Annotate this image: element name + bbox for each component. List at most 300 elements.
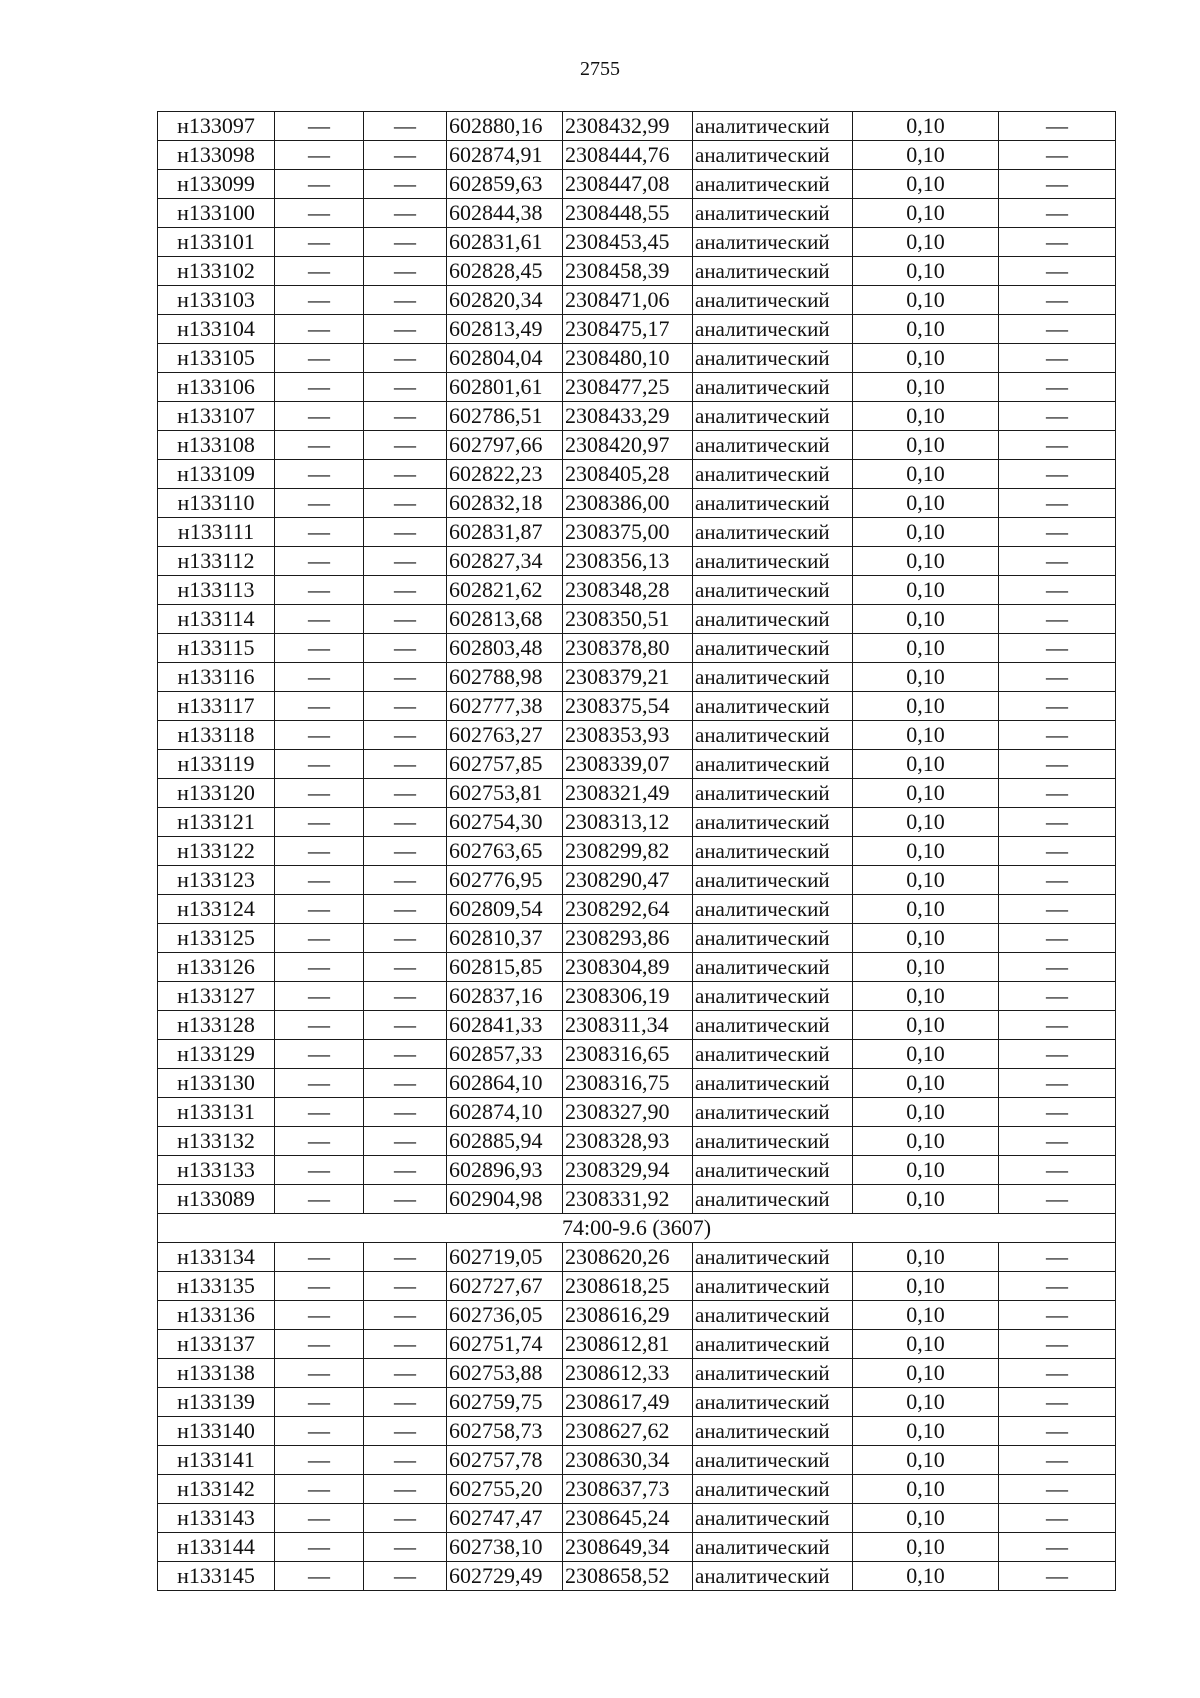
table-row [158,373,1116,402]
empty-value-cell: — [275,1359,364,1388]
table-row [158,170,1116,199]
accuracy-cell: 0,10 [853,953,999,982]
table-row [158,1533,1116,1562]
empty-value-cell: — [999,141,1116,170]
x-coordinate-cell: 602896,93 [447,1156,563,1185]
table-row [158,547,1116,576]
x-coordinate-cell: 602729,49 [447,1562,563,1591]
empty-value-cell: — [999,1301,1116,1330]
accuracy-cell: 0,10 [853,1562,999,1591]
empty-value-cell: — [275,286,364,315]
section-header-cell: 74:00-9.6 (3607) [158,1214,1116,1243]
empty-value-cell: — [275,605,364,634]
table-row [158,1330,1116,1359]
method-cell: аналитический [693,431,853,460]
point-id-cell: н133126 [158,953,275,982]
method-cell: аналитический [693,344,853,373]
y-coordinate-cell: 2308630,34 [563,1446,693,1475]
empty-value-cell: — [275,1272,364,1301]
x-coordinate-cell: 602815,85 [447,953,563,982]
accuracy-cell: 0,10 [853,170,999,199]
empty-value-cell: — [999,1359,1116,1388]
x-coordinate-cell: 602759,75 [447,1388,563,1417]
y-coordinate-cell: 2308328,93 [563,1127,693,1156]
empty-value-cell: — [364,373,447,402]
y-coordinate-cell: 2308433,29 [563,402,693,431]
table-row [158,895,1116,924]
method-cell: аналитический [693,518,853,547]
y-coordinate-cell: 2308290,47 [563,866,693,895]
method-cell: аналитический [693,1417,853,1446]
empty-value-cell: — [364,1098,447,1127]
x-coordinate-cell: 602801,61 [447,373,563,402]
accuracy-cell: 0,10 [853,895,999,924]
method-cell: аналитический [693,866,853,895]
accuracy-cell: 0,10 [853,373,999,402]
empty-value-cell: — [999,431,1116,460]
accuracy-cell: 0,10 [853,750,999,779]
accuracy-cell: 0,10 [853,837,999,866]
y-coordinate-cell: 2308480,10 [563,344,693,373]
empty-value-cell: — [999,460,1116,489]
y-coordinate-cell: 2308293,86 [563,924,693,953]
y-coordinate-cell: 2308375,00 [563,518,693,547]
method-cell: аналитический [693,373,853,402]
empty-value-cell: — [999,663,1116,692]
x-coordinate-cell: 602820,34 [447,286,563,315]
accuracy-cell: 0,10 [853,1417,999,1446]
x-coordinate-cell: 602880,16 [447,112,563,141]
y-coordinate-cell: 2308612,81 [563,1330,693,1359]
y-coordinate-cell: 2308618,25 [563,1272,693,1301]
y-coordinate-cell: 2308612,33 [563,1359,693,1388]
empty-value-cell: — [364,1185,447,1214]
point-id-cell: н133143 [158,1504,275,1533]
point-id-cell: н133145 [158,1562,275,1591]
x-coordinate-cell: 602754,30 [447,808,563,837]
x-coordinate-cell: 602797,66 [447,431,563,460]
method-cell: аналитический [693,837,853,866]
accuracy-cell: 0,10 [853,1330,999,1359]
table-row [158,808,1116,837]
point-id-cell: н133107 [158,402,275,431]
y-coordinate-cell: 2308311,34 [563,1011,693,1040]
y-coordinate-cell: 2308453,45 [563,228,693,257]
accuracy-cell: 0,10 [853,547,999,576]
point-id-cell: н133098 [158,141,275,170]
empty-value-cell: — [275,1475,364,1504]
table-row [158,431,1116,460]
empty-value-cell: — [999,924,1116,953]
empty-value-cell: — [275,721,364,750]
empty-value-cell: — [364,808,447,837]
empty-value-cell: — [364,315,447,344]
accuracy-cell: 0,10 [853,1127,999,1156]
accuracy-cell: 0,10 [853,1040,999,1069]
accuracy-cell: 0,10 [853,112,999,141]
point-id-cell: н133102 [158,257,275,286]
method-cell: аналитический [693,1272,853,1301]
point-id-cell: н133122 [158,837,275,866]
empty-value-cell: — [275,1069,364,1098]
point-id-cell: н133101 [158,228,275,257]
empty-value-cell: — [275,1533,364,1562]
method-cell: аналитический [693,1562,853,1591]
empty-value-cell: — [364,1243,447,1272]
empty-value-cell: — [999,721,1116,750]
point-id-cell: н133133 [158,1156,275,1185]
empty-value-cell: — [364,1156,447,1185]
empty-value-cell: — [364,431,447,460]
empty-value-cell: — [275,750,364,779]
empty-value-cell: — [364,634,447,663]
empty-value-cell: — [999,199,1116,228]
accuracy-cell: 0,10 [853,779,999,808]
y-coordinate-cell: 2308616,29 [563,1301,693,1330]
empty-value-cell: — [999,1417,1116,1446]
point-id-cell: н133138 [158,1359,275,1388]
y-coordinate-cell: 2308627,62 [563,1417,693,1446]
method-cell: аналитический [693,315,853,344]
point-id-cell: н133108 [158,431,275,460]
empty-value-cell: — [364,1040,447,1069]
empty-value-cell: — [364,982,447,1011]
y-coordinate-cell: 2308356,13 [563,547,693,576]
method-cell: аналитический [693,1156,853,1185]
method-cell: аналитический [693,634,853,663]
empty-value-cell: — [999,170,1116,199]
x-coordinate-cell: 602874,10 [447,1098,563,1127]
method-cell: аналитический [693,1388,853,1417]
empty-value-cell: — [999,518,1116,547]
point-id-cell: н133141 [158,1446,275,1475]
table-row [158,866,1116,895]
point-id-cell: н133118 [158,721,275,750]
table-row [158,1359,1116,1388]
method-cell: аналитический [693,1185,853,1214]
table-row [158,257,1116,286]
empty-value-cell: — [999,228,1116,257]
point-id-cell: н133103 [158,286,275,315]
x-coordinate-cell: 602841,33 [447,1011,563,1040]
empty-value-cell: — [364,721,447,750]
empty-value-cell: — [999,634,1116,663]
empty-value-cell: — [999,489,1116,518]
table-row [158,1301,1116,1330]
x-coordinate-cell: 602844,38 [447,199,563,228]
accuracy-cell: 0,10 [853,1504,999,1533]
table-row [158,837,1116,866]
accuracy-cell: 0,10 [853,924,999,953]
y-coordinate-cell: 2308327,90 [563,1098,693,1127]
point-id-cell: н133130 [158,1069,275,1098]
empty-value-cell: — [275,924,364,953]
empty-value-cell: — [999,866,1116,895]
method-cell: аналитический [693,750,853,779]
empty-value-cell: — [275,373,364,402]
x-coordinate-cell: 602804,04 [447,344,563,373]
accuracy-cell: 0,10 [853,431,999,460]
accuracy-cell: 0,10 [853,257,999,286]
method-cell: аналитический [693,779,853,808]
empty-value-cell: — [999,576,1116,605]
empty-value-cell: — [999,1011,1116,1040]
empty-value-cell: — [999,112,1116,141]
method-cell: аналитический [693,228,853,257]
point-id-cell: н133105 [158,344,275,373]
table-row [158,1069,1116,1098]
point-id-cell: н133106 [158,373,275,402]
x-coordinate-cell: 602755,20 [447,1475,563,1504]
empty-value-cell: — [275,576,364,605]
point-id-cell: н133129 [158,1040,275,1069]
empty-value-cell: — [999,837,1116,866]
empty-value-cell: — [364,170,447,199]
empty-value-cell: — [275,518,364,547]
empty-value-cell: — [275,257,364,286]
empty-value-cell: — [275,1185,364,1214]
table-row [158,1243,1116,1272]
accuracy-cell: 0,10 [853,1475,999,1504]
table-row [158,1417,1116,1446]
x-coordinate-cell: 602788,98 [447,663,563,692]
empty-value-cell: — [275,692,364,721]
empty-value-cell: — [364,1388,447,1417]
empty-value-cell: — [364,518,447,547]
method-cell: аналитический [693,199,853,228]
y-coordinate-cell: 2308475,17 [563,315,693,344]
x-coordinate-cell: 602776,95 [447,866,563,895]
accuracy-cell: 0,10 [853,1185,999,1214]
empty-value-cell: — [275,982,364,1011]
empty-value-cell: — [999,315,1116,344]
point-id-cell: н133140 [158,1417,275,1446]
x-coordinate-cell: 602777,38 [447,692,563,721]
empty-value-cell: — [364,1533,447,1562]
method-cell: аналитический [693,1475,853,1504]
empty-value-cell: — [364,286,447,315]
x-coordinate-cell: 602727,67 [447,1272,563,1301]
empty-value-cell: — [999,1330,1116,1359]
empty-value-cell: — [275,489,364,518]
point-id-cell: н133100 [158,199,275,228]
empty-value-cell: — [364,1127,447,1156]
empty-value-cell: — [275,1504,364,1533]
empty-value-cell: — [999,547,1116,576]
empty-value-cell: — [364,1069,447,1098]
empty-value-cell: — [999,1562,1116,1591]
empty-value-cell: — [364,692,447,721]
empty-value-cell: — [275,1417,364,1446]
table-row [158,663,1116,692]
table-row [158,402,1116,431]
empty-value-cell: — [364,750,447,779]
empty-value-cell: — [999,1504,1116,1533]
method-cell: аналитический [693,1069,853,1098]
y-coordinate-cell: 2308378,80 [563,634,693,663]
method-cell: аналитический [693,402,853,431]
point-id-cell: н133109 [158,460,275,489]
table-row [158,1562,1116,1591]
method-cell: аналитический [693,1098,853,1127]
empty-value-cell: — [999,344,1116,373]
table-row [158,750,1116,779]
accuracy-cell: 0,10 [853,199,999,228]
x-coordinate-cell: 602822,23 [447,460,563,489]
method-cell: аналитический [693,953,853,982]
point-id-cell: н133112 [158,547,275,576]
empty-value-cell: — [999,808,1116,837]
method-cell: аналитический [693,692,853,721]
accuracy-cell: 0,10 [853,1011,999,1040]
empty-value-cell: — [364,866,447,895]
point-id-cell: н133120 [158,779,275,808]
empty-value-cell: — [275,547,364,576]
point-id-cell: н133135 [158,1272,275,1301]
empty-value-cell: — [999,1475,1116,1504]
empty-value-cell: — [275,837,364,866]
method-cell: аналитический [693,1330,853,1359]
y-coordinate-cell: 2308292,64 [563,895,693,924]
accuracy-cell: 0,10 [853,1446,999,1475]
y-coordinate-cell: 2308375,54 [563,692,693,721]
table-row [158,1040,1116,1069]
point-id-cell: н133097 [158,112,275,141]
x-coordinate-cell: 602864,10 [447,1069,563,1098]
table-row [158,112,1116,141]
table-row [158,982,1116,1011]
point-id-cell: н133104 [158,315,275,344]
y-coordinate-cell: 2308316,65 [563,1040,693,1069]
empty-value-cell: — [999,286,1116,315]
x-coordinate-cell: 602719,05 [447,1243,563,1272]
x-coordinate-cell: 602857,33 [447,1040,563,1069]
y-coordinate-cell: 2308620,26 [563,1243,693,1272]
method-cell: аналитический [693,576,853,605]
accuracy-cell: 0,10 [853,402,999,431]
method-cell: аналитический [693,460,853,489]
method-cell: аналитический [693,1533,853,1562]
empty-value-cell: — [364,141,447,170]
empty-value-cell: — [275,1388,364,1417]
accuracy-cell: 0,10 [853,1272,999,1301]
point-id-cell: н133123 [158,866,275,895]
empty-value-cell: — [364,1417,447,1446]
point-id-cell: н133127 [158,982,275,1011]
point-id-cell: н133128 [158,1011,275,1040]
empty-value-cell: — [275,808,364,837]
accuracy-cell: 0,10 [853,344,999,373]
empty-value-cell: — [364,1359,447,1388]
x-coordinate-cell: 602758,73 [447,1417,563,1446]
empty-value-cell: — [999,1040,1116,1069]
empty-value-cell: — [275,1243,364,1272]
empty-value-cell: — [999,953,1116,982]
table-row [158,489,1116,518]
empty-value-cell: — [275,170,364,199]
empty-value-cell: — [275,315,364,344]
y-coordinate-cell: 2308645,24 [563,1504,693,1533]
point-id-cell: н133142 [158,1475,275,1504]
x-coordinate-cell: 602736,05 [447,1301,563,1330]
method-cell: аналитический [693,1359,853,1388]
accuracy-cell: 0,10 [853,1359,999,1388]
y-coordinate-cell: 2308458,39 [563,257,693,286]
y-coordinate-cell: 2308444,76 [563,141,693,170]
table-row [158,692,1116,721]
x-coordinate-cell: 602832,18 [447,489,563,518]
empty-value-cell: — [364,228,447,257]
empty-value-cell: — [364,1301,447,1330]
empty-value-cell: — [364,663,447,692]
method-cell: аналитический [693,1127,853,1156]
point-id-cell: н133111 [158,518,275,547]
empty-value-cell: — [364,779,447,808]
accuracy-cell: 0,10 [853,518,999,547]
table-row [158,228,1116,257]
table-row [158,286,1116,315]
table-row [158,460,1116,489]
empty-value-cell: — [275,1446,364,1475]
table-row [158,344,1116,373]
point-id-cell: н133119 [158,750,275,779]
table-row [158,721,1116,750]
x-coordinate-cell: 602763,65 [447,837,563,866]
accuracy-cell: 0,10 [853,315,999,344]
x-coordinate-cell: 602874,91 [447,141,563,170]
table-row [158,779,1116,808]
y-coordinate-cell: 2308658,52 [563,1562,693,1591]
x-coordinate-cell: 602810,37 [447,924,563,953]
empty-value-cell: — [999,750,1116,779]
x-coordinate-cell: 602757,85 [447,750,563,779]
method-cell: аналитический [693,605,853,634]
empty-value-cell: — [275,199,364,228]
empty-value-cell: — [275,460,364,489]
empty-value-cell: — [364,1562,447,1591]
y-coordinate-cell: 2308329,94 [563,1156,693,1185]
x-coordinate-cell: 602803,48 [447,634,563,663]
table-row [158,1011,1116,1040]
empty-value-cell: — [999,605,1116,634]
table-row [158,1388,1116,1417]
point-id-cell: н133089 [158,1185,275,1214]
empty-value-cell: — [999,402,1116,431]
y-coordinate-cell: 2308313,12 [563,808,693,837]
empty-value-cell: — [275,1301,364,1330]
accuracy-cell: 0,10 [853,808,999,837]
accuracy-cell: 0,10 [853,866,999,895]
point-id-cell: н133115 [158,634,275,663]
empty-value-cell: — [275,1562,364,1591]
empty-value-cell: — [364,1504,447,1533]
y-coordinate-cell: 2308649,34 [563,1533,693,1562]
x-coordinate-cell: 602904,98 [447,1185,563,1214]
y-coordinate-cell: 2308477,25 [563,373,693,402]
point-id-cell: н133131 [158,1098,275,1127]
method-cell: аналитический [693,808,853,837]
y-coordinate-cell: 2308321,49 [563,779,693,808]
point-id-cell: н133137 [158,1330,275,1359]
empty-value-cell: — [275,953,364,982]
point-id-cell: н133113 [158,576,275,605]
y-coordinate-cell: 2308306,19 [563,982,693,1011]
y-coordinate-cell: 2308432,99 [563,112,693,141]
method-cell: аналитический [693,1446,853,1475]
method-cell: аналитический [693,721,853,750]
empty-value-cell: — [275,1011,364,1040]
x-coordinate-cell: 602751,74 [447,1330,563,1359]
